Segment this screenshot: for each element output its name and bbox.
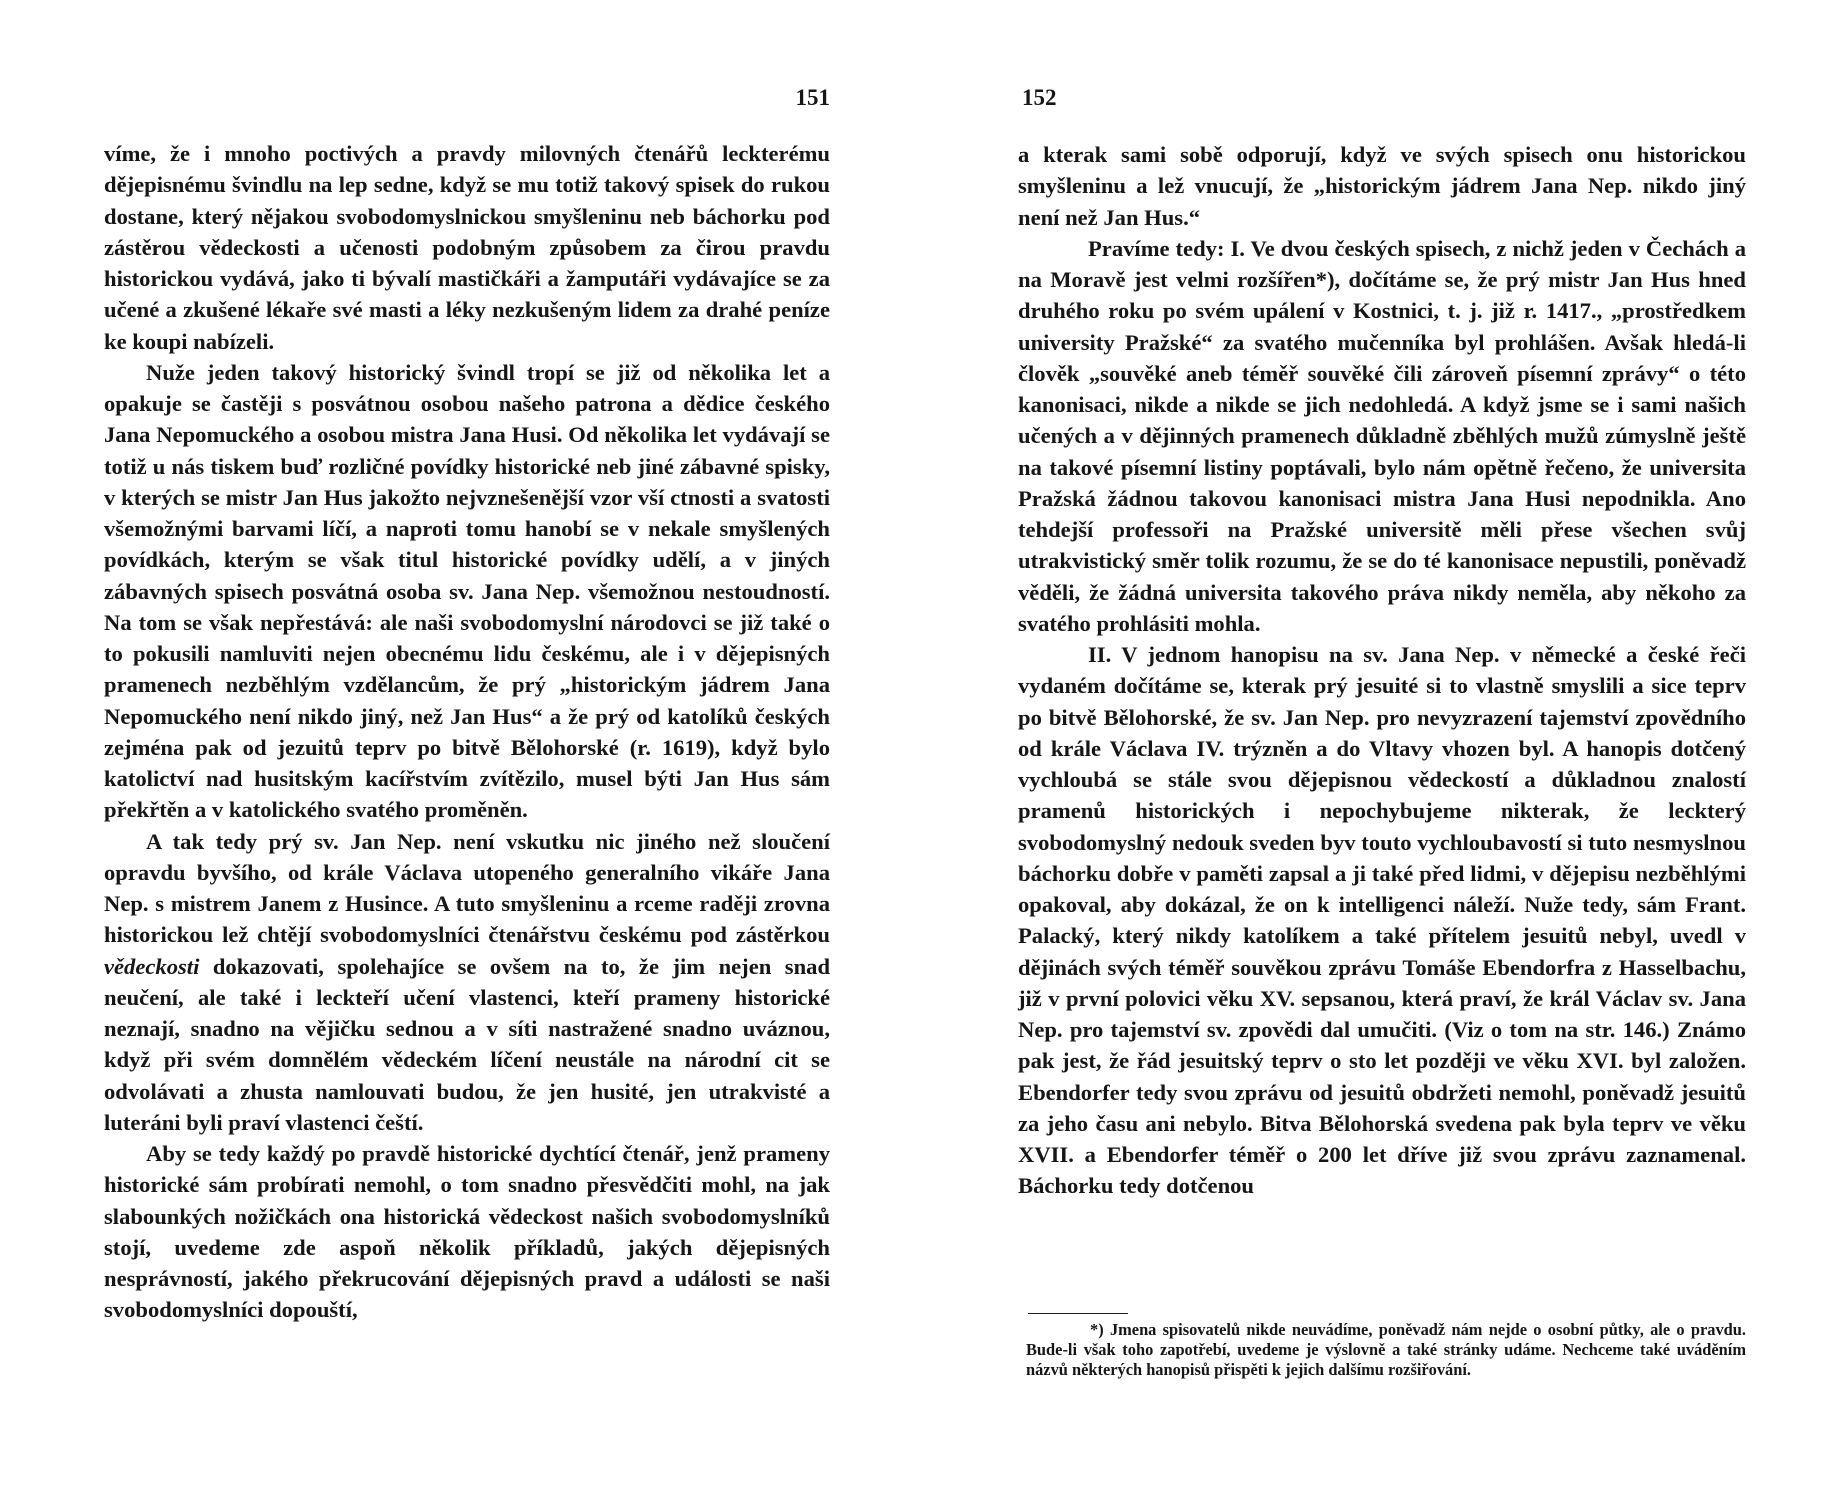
page-body-text — [104, 138, 830, 1326]
paragraph: víme, že i mnoho poctivých a pravdy milovných čtenářů leckterému dějepisnému švindlu na lep sedne, když se mu totiž takový spisek do rukou dostane, který nějakou svobodomyslnickou smyšleninu neb báchorku pod zástěrou vědeckosti a učenosti podobným způsobem za čirou pravdu historickou vydává, jako ti bývalí mastičkáři a žamputáři vydávajíce se za učené a zkušené lékaře své masti a léky nezkušeným lidem za drahé peníze ke koupi nabízeli. — [104, 141, 830, 354]
right-page — [1018, 0, 1746, 1500]
page-number: 151 — [795, 85, 830, 110]
paragraph — [104, 826, 830, 1139]
page-body-text — [1018, 139, 1746, 1202]
paragraph-text: A tak tedy prý sv. Jan Nep. není vskutku nic jiného než sloučení opravdu byvšího, od krále Václava utopeného generalního vikáře Jana Nep. s mistrem Janem z Husince. A tuto smyšleninu a rceme raději zrovna historickou lež chtějí svobodomyslníci čtenářstvu českému pod zástěrkou — [104, 828, 830, 948]
paragraph: Pravíme tedy: I. Ve dvou českých spisech, z nichž jeden v Čechách a na Moravě jest velmi rozšířen*), dočítáme se, že prý mistr Jan Hus hned druhého roku po svém upálení v Kostnici, t. j. již r. 1417., „prostředkem university Pražské“ za svatého mučenníka byl prohlášen. Avšak hledá-li člověk „souvěké aneb téměř souvěké čili zároveň písemní zprávy“ o této kanonisaci, nikde a nikde se jich nedohledá. A když jsme se i sami našich učených a v dějinných pramenech důkladně zběhlých mužů zúmyslně ještě na takové písemní listiny poptávali, bylo nám opětně řečeno, že universita Pražská žádnou takovou kanonisaci mistra Jana Husi nepodnikla. Ano tehdejší professoři na Pražské universitě měli přese všechen svůj utrakvistický směr tolik rozumu, že se do té kanonisace nepustili, poněvadž věděli, že žádná universita takového práva nikdy neměla, aby někoho za svatého prohlásiti mohla. — [1018, 235, 1746, 636]
footnote: *) Jmena spisovatelů nikde neuvádíme, poněvadž nám nejde o osobní půtky, ale o pravdu. Bude-li však toho zapotřebí, uvedeme je výslovně a také stránky udáme. Nechceme také uváděním názvů některých hanopisů přispěti k jejich dalšímu rozšiřování. — [1026, 1320, 1746, 1379]
paragraph: II. V jednom hanopisu na sv. Jana Nep. v německé a české řeči vydaném dočítáme se, kterak prý jesuité si to vlastně smyslili a sice teprv po bitvě Bělohorské, že sv. Jan Nep. pro nevyzrazení tajemství zpovědního od krále Václava IV. trýzněn a do Vltavy vhozen byl. A hanopis dotčený vychloubá se stále svou dějepisnou vědeckostí a důkladnou znalostí pramenů historických i nepochybujeme nikterak, že leckterý svobodomyslný nedouk sveden byv touto vychloubavostí si tuto nesmyslnou báchorku dobře v paměti zapsal a ji také před lidmi, v dějepisu nezběhlými opakoval, aby dokázal, že on k intelligenci náleží. Nuže tedy, sám Frant. Palacký, který nikdy katolíkem a také přítelem jesuitů nebyl, uvedl v dějinách svých téměř souvěkou zprávu Tomáše Ebendorfra z Hasselbachu, již v první polovici věku XV. sepsanou, která praví, že král Václav sv. Jana Nep. pro tajemství sv. zpovědi dal umučiti. (Viz o tom na str. 146.) Známo pak jest, že řád jesuitský teprv o sto let později ve věku XVI. byl založen. Ebendorfer tedy svou zprávu od jesuitů obdržeti nemohl, poněvadž jesuitů za jeho času ani nebylo. Bitva Bělohorská svedena pak byla teprv ve věku XVII. a Ebendorfer téměř o 200 let dříve již svou zprávu zaznamenal. Báchorku tedy dotčenou — [1018, 642, 1746, 1199]
paragraph: Nuže jeden takový historický švindl tropí se již od několika let a opakuje se častěji s posvátnou osobou našeho patrona a dědice českého Jana Nepomuckého a osobou mistra Jana Husi. Od několika let vydávají se totiž u nás tiskem buď rozličné povídky historické neb jiné zábavné spisky, v kterých se mistr Jan Hus jakožto nejvznešenější vzor vší ctnosti a svatosti všemožnými barvami líčí, a naproti tomu hanobí se v nekale smyšlených povídkách, kterým se však titul historické povídky udělí, a v jiných zábavných spisech posvátná osoba sv. Jana Nep. všemožnou nestoudností. Na tom se však nepřestává: ale naši svobodomyslní národovci se již také o to pokusili namluviti nejen obecnému lidu českému, ale i v dějepisných pramenech nezběhlým vzdělancům, že prý „historickým jádrem Jana Nepomuckého není nikdo jiný, než Jan Hus“ a že prý od katolíků českých zejména pak od jezuitů teprv po bitvě Bělohorské (r. 1619), když bylo katolictví nad husitským kacířstvím zvítězilo, musel býti Jan Hus sám překřtěn a v katolického svatého proměněn. — [104, 359, 830, 823]
emphasized-word: vědeckosti — [104, 953, 200, 979]
paragraph-text: dokazovati, spolehajíce se ovšem na to, že jim nejen snad neučení, ale také i leckteří učení vlastenci, kteří prameny historické neznají, snadno na vějičku sednou a v síti nastražené snadno uváznou, když při svém domnělém vědeckém líčení neustále na národní cit se odvolávati a zhusta namlouvati budou, že jen husité, jen utrakvisté a luteráni byli praví vlastenci čeští. — [104, 953, 831, 1135]
page-number: 152 — [1022, 85, 1057, 110]
left-page — [104, 0, 830, 1500]
paragraph: a kterak sami sobě odporují, když ve svých spisech onu historickou smyšleninu a lež vnucují, že „historickým jádrem Jana Nep. nikdo jiný není než Jan Hus.“ — [1018, 142, 1746, 230]
paragraph: Aby se tedy každý po pravdě historické dychtící čtenář, jenž prameny historické sám probírati nemohl, o tom snadno přesvědčiti mohl, na jak slabounkých nožičkách ona historická vědeckost našich svobodomyslníků stojí, uvedeme zde aspoň několik příkladů, jakých dějepisných nesprávností, jakého překrucování dějepisných pravd a události se naši svobodomyslníci dopouští, — [104, 1141, 830, 1323]
footnote-divider — [1028, 1313, 1128, 1314]
